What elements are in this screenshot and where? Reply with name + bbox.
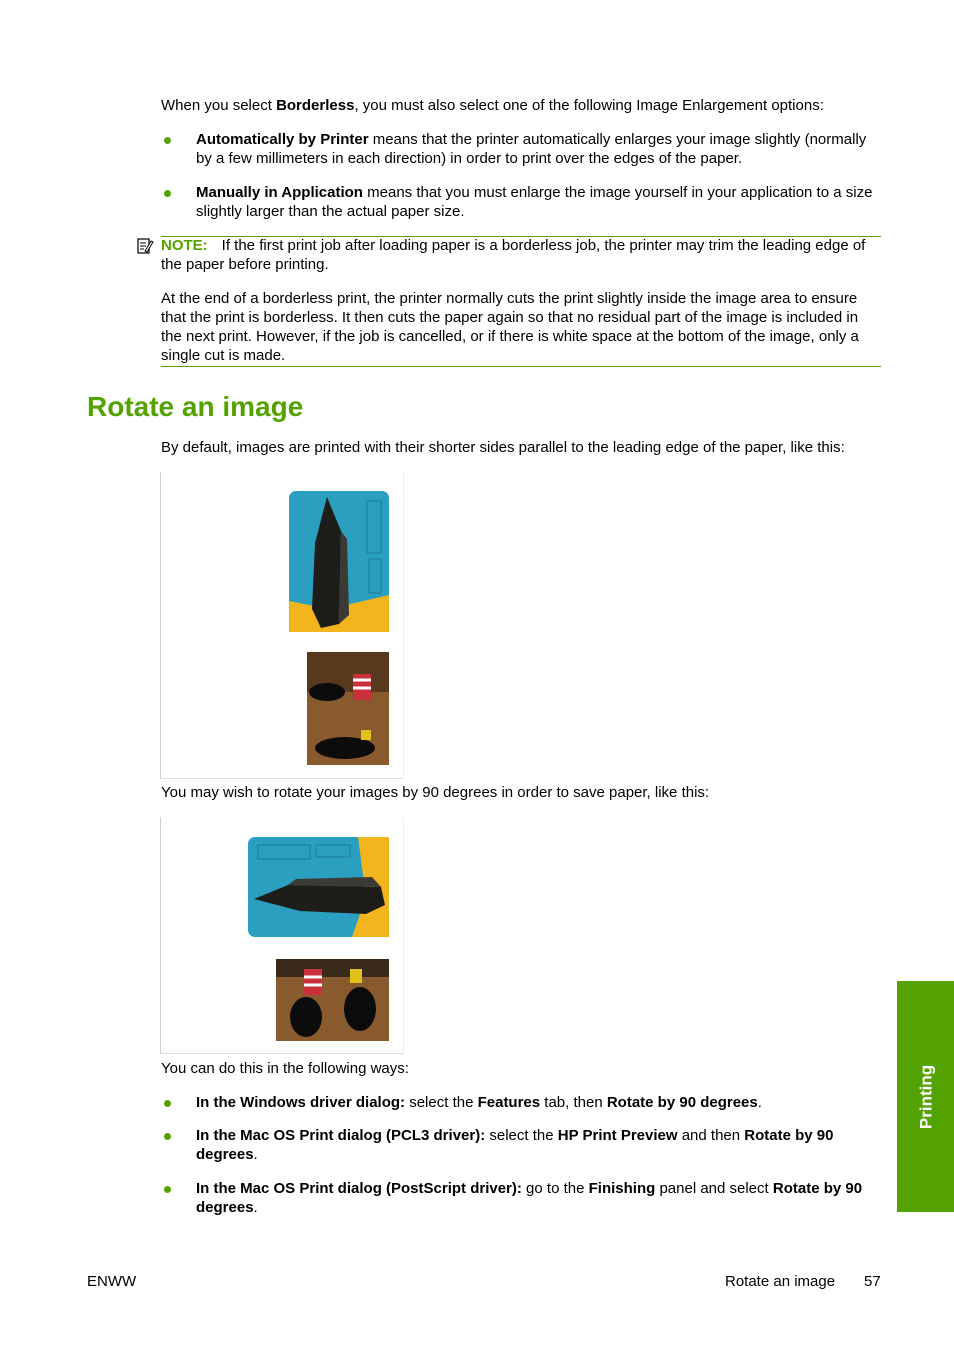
list-item: In the Mac OS Print dialog (PCL3 driver): select the HP Print Preview and then Rotate by 90 degrees. (196, 1127, 834, 1163)
building-image-portrait (289, 491, 389, 632)
page-number: 57 (864, 1273, 881, 1290)
footer-title: Rotate an image (725, 1273, 836, 1290)
ways-intro: You can do this in the following ways: (161, 1060, 409, 1077)
bullet-icon (164, 190, 171, 197)
footer-left: ENWW (87, 1273, 137, 1290)
rotated-orientation-figure (160, 817, 404, 1054)
note-icon (136, 237, 154, 255)
chapter-tab (897, 981, 954, 1212)
default-orientation-figure (160, 472, 404, 779)
bullet-icon (164, 1133, 171, 1140)
section-title: Rotate an image (87, 391, 304, 422)
list-item: In the Windows driver dialog: select the Features tab, then Rotate by 90 degrees. (196, 1094, 762, 1111)
note-text: NOTE: If the first print job after loading paper is a borderless job, the printer may trim the leading edge of the paper before printing. (161, 237, 866, 273)
bullet-icon (164, 1100, 171, 1107)
list-item: Automatically by Printer means that the printer automatically enlarges your image slightly (normally by a few millimeters in each direction) in order to print over the edges of the paper. (196, 131, 867, 167)
bullet-icon (164, 137, 171, 144)
list-item: Manually in Application means that you must enlarge the image yourself in your application to a size slightly larger than the actual paper size. (196, 184, 873, 220)
note-label: NOTE: (161, 237, 208, 254)
note-bottom-rule (161, 366, 881, 367)
chapter-tab-label: Printing (916, 1064, 935, 1129)
section-intro: By default, images are printed with their shorter sides parallel to the leading edge of the paper, like this: (161, 439, 845, 456)
intro-paragraph: When you select Borderless, you must also select one of the following Image Enlargement options: (161, 97, 824, 114)
shoes-image-landscape (276, 959, 389, 1041)
list-item: In the Mac OS Print dialog (PostScript driver): go to the Finishing panel and select Rotate by 90 degrees. (196, 1180, 863, 1216)
shoes-image-portrait (307, 652, 389, 765)
bullet-icon (164, 1186, 171, 1193)
rotate-intro: You may wish to rotate your images by 90 degrees in order to save paper, like this: (161, 784, 710, 801)
note-paragraph: At the end of a borderless print, the printer normally cuts the print slightly inside the image area to ensure that the print is borderless. It then cuts the paper again so that no residual part of the image is included in the next print. However, if the job is cancelled, or if there is white space at the bottom of the image, only a single cut is made. (161, 290, 859, 364)
building-image-landscape (248, 837, 389, 937)
